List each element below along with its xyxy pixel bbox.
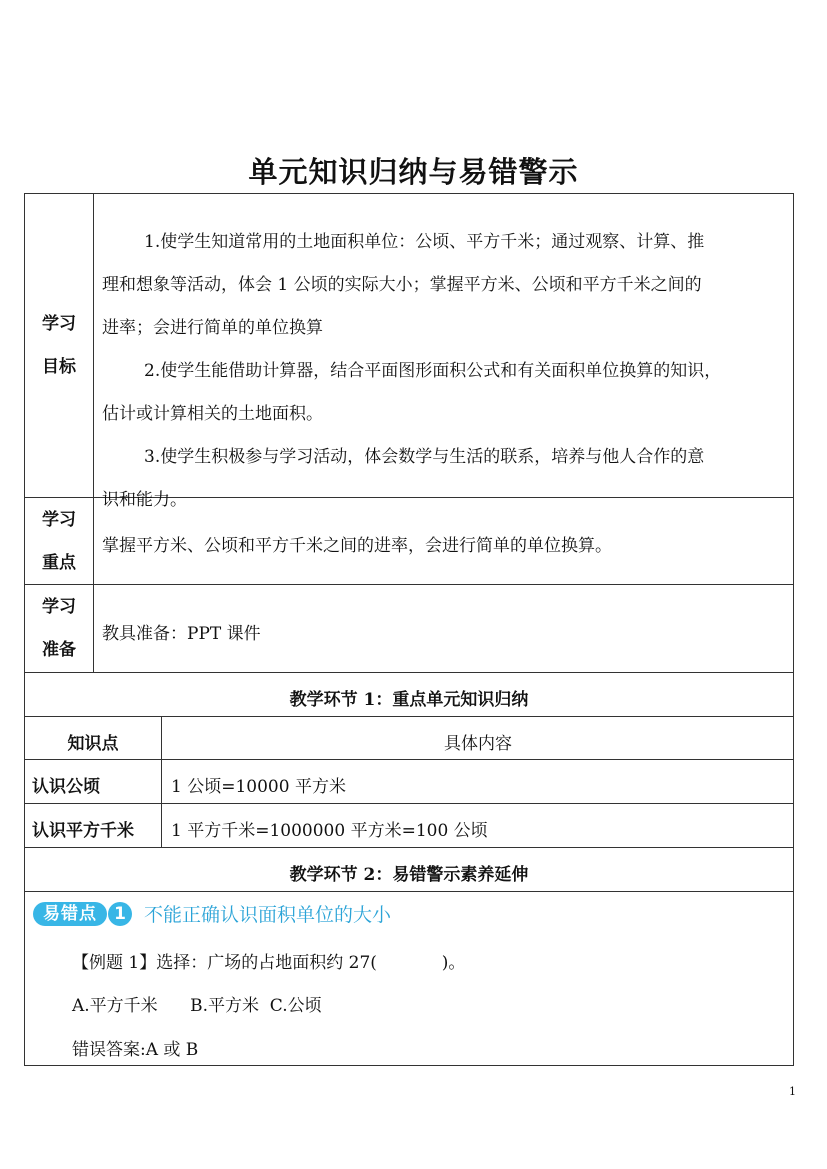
row-divider	[24, 716, 794, 717]
section-heading-2: 教学环节 2：易错警示素养延伸	[289, 865, 529, 885]
knowledge-content-square-km: 1 平方千米=1000000 平方米=100 公顷	[171, 821, 488, 841]
row-divider	[24, 759, 794, 760]
row-divider	[24, 891, 794, 892]
row-divider	[24, 847, 794, 848]
goals-label: 学习 目标	[42, 314, 76, 377]
row-divider	[24, 584, 794, 585]
error-point-badge-label: 易错点	[33, 902, 107, 926]
goals-content	[102, 221, 790, 522]
goal-item-2-line-1: 2.使学生能借助计算器，结合平面图形面积公式和有关面积单位换算的知识，	[144, 361, 722, 381]
row-divider	[24, 672, 794, 673]
error-point-title: 不能正确认识面积单位的大小	[144, 904, 392, 926]
goal-item-1-line-1: 1.使学生知道常用的土地面积单位：公顷、平方千米；通过观察、计算、推	[144, 232, 705, 252]
goal-item-1-line-2: 理和想象等活动，体会 1 公顷的实际大小；掌握平方米、公顷和平方千米之间的	[102, 275, 702, 295]
error-point-badge	[33, 902, 130, 926]
example-question: 【例题 1】选择：广场的占地面积约 27( )。	[72, 953, 466, 973]
prep-label: 学习 准备	[42, 597, 76, 660]
section-heading-1: 教学环节 1：重点单元知识归纳	[289, 690, 529, 710]
row-divider	[24, 803, 794, 804]
goal-item-3-line-2: 识和能力。	[102, 490, 187, 510]
wrong-answer: 错误答案:A 或 B	[72, 1040, 199, 1060]
example-options: A.平方千米 B.平方米 C.公顷	[72, 996, 322, 1016]
header-knowledge-point: 知识点	[67, 734, 119, 754]
header-content: 具体内容	[444, 734, 512, 754]
page-title: 单元知识归纳与易错警示	[248, 155, 579, 189]
knowledge-point-square-km: 认识平方千米	[32, 821, 134, 841]
goal-item-2-line-2: 估计或计算相关的土地面积。	[102, 404, 323, 424]
goal-item-3-line-1: 3.使学生积极参与学习活动，体会数学与生活的联系，培养与他人合作的意	[144, 447, 705, 467]
focus-text: 掌握平方米、公顷和平方千米之间的进率，会进行简单的单位换算。	[102, 536, 612, 556]
prep-text: 教具准备：PPT 课件	[102, 624, 261, 644]
error-point-badge-number: 1	[108, 902, 132, 926]
goal-item-1-line-3: 进率；会进行简单的单位换算	[102, 318, 323, 338]
knowledge-content-hectare: 1 公顷=10000 平方米	[171, 777, 346, 797]
label-column-divider	[93, 193, 94, 672]
knowledge-point-hectare: 认识公顷	[32, 777, 100, 797]
page-number: 1	[789, 1085, 796, 1098]
focus-label: 学习 重点	[42, 510, 76, 573]
